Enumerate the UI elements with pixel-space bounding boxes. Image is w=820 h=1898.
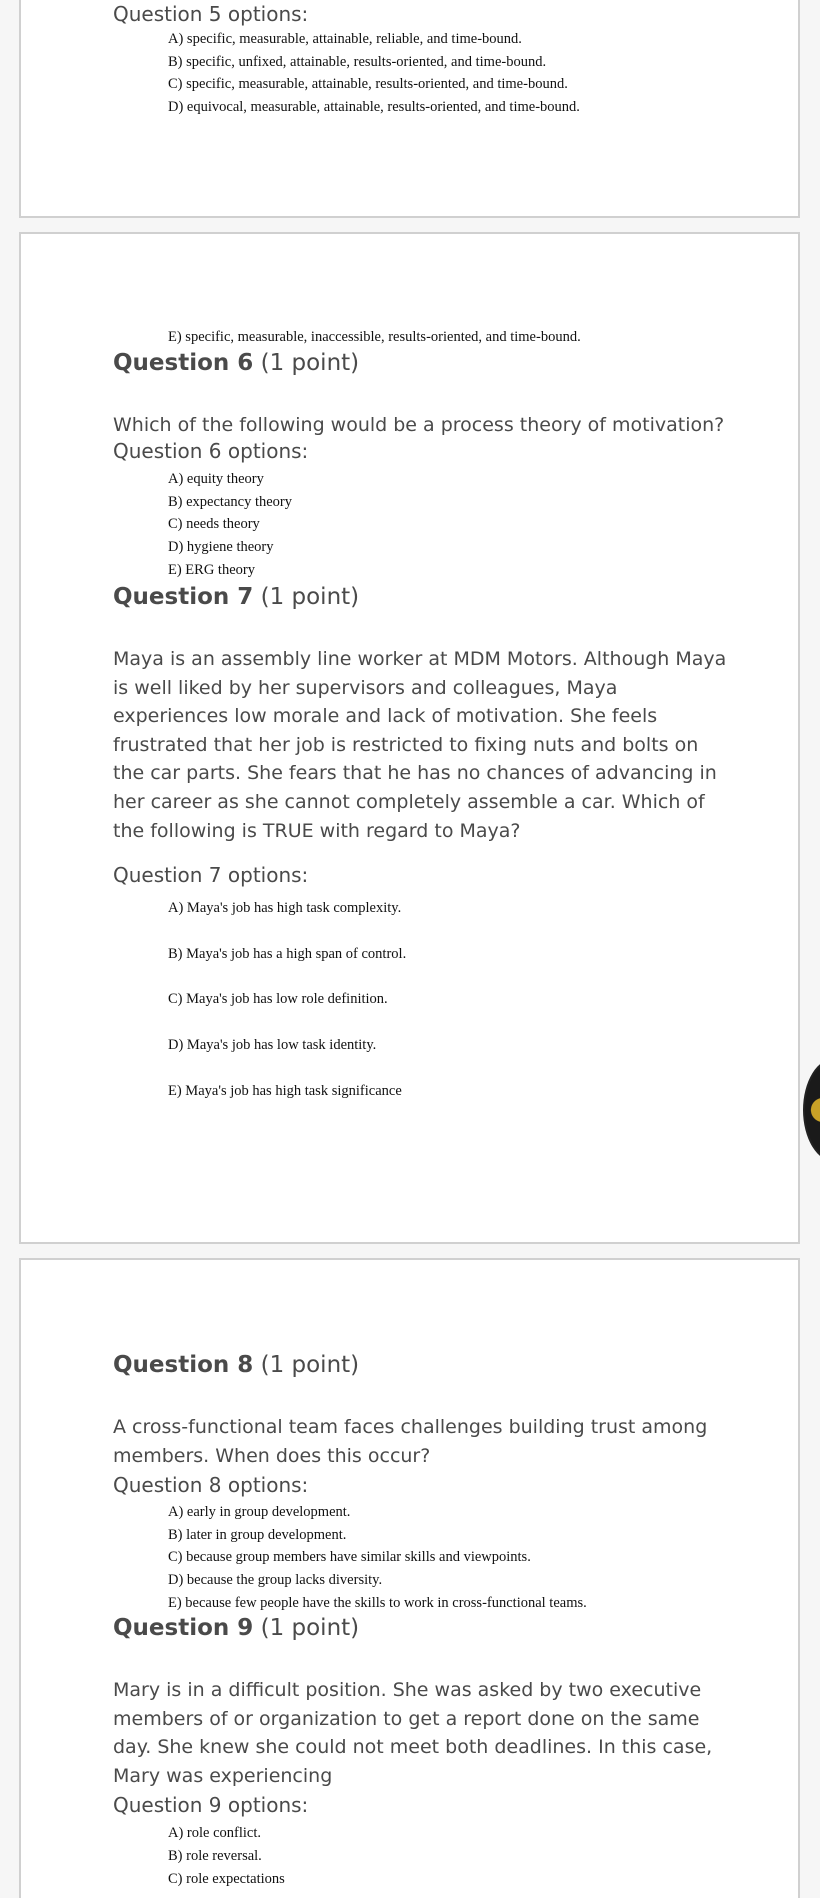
q7-option-c: C) Maya's job has low role definition. (168, 991, 388, 1007)
q7-option-e: E) Maya's job has high task significance (168, 1083, 402, 1099)
q6-option-b: B) expectancy theory (168, 494, 293, 510)
q7-stem: Maya is an assembly line worker at MDM Motors. Although Maya is well liked by her supervisors and colleagues, Maya experiences low morale and lack of motivation. She feels frustrated that her job is restricted to fixing nuts and bolts on the car parts. She fears that he has no chances of advancing in her career as she cannot completely assemble a car. Which of the following is TRUE with regard to Maya? (113, 648, 727, 842)
q9-heading (113, 1615, 359, 1641)
q7-option-a: A) Maya's job has high task complexity. (168, 900, 402, 916)
q9-option-c: C) role expectations (168, 1871, 285, 1887)
q8-option-e: E) because few people have the skills to work in cross-functional teams. (168, 1595, 587, 1611)
q8-stem: A cross-functional team faces challenges building trust among members. When does this occur? (113, 1416, 708, 1467)
q6-points: (1 point) (260, 350, 360, 376)
document-page-2 (19, 232, 800, 1244)
q6-option-a: A) equity theory (168, 471, 264, 487)
q5-options-label: Question 5 options: (113, 2, 309, 26)
q6-option-c: C) needs theory (168, 516, 260, 532)
q9-options-label: Question 9 options: (113, 1793, 309, 1817)
q8-options-label: Question 8 options: (113, 1473, 309, 1497)
floating-thumbnail[interactable] (803, 1058, 820, 1162)
q7-options-label: Question 7 options: (113, 863, 309, 887)
q6-option-d: D) hygiene theory (168, 539, 274, 555)
document-page-1 (19, 0, 800, 218)
q7-heading (113, 584, 359, 610)
q8-option-b: B) later in group development. (168, 1527, 347, 1543)
q6-title: Question 6 (113, 350, 254, 376)
q8-option-c: C) because group members have similar skills and viewpoints. (168, 1549, 531, 1565)
q8-points: (1 point) (260, 1352, 360, 1378)
q9-option-a: A) role conflict. (168, 1825, 262, 1841)
q6-options-label: Question 6 options: (113, 439, 309, 463)
q8-option-a: A) early in group development. (168, 1504, 351, 1520)
q9-title: Question 9 (113, 1615, 254, 1641)
q5-option-d: D) equivocal, measurable, attainable, results-oriented, and time-bound. (168, 99, 580, 115)
q6-heading (113, 350, 359, 376)
q7-points: (1 point) (260, 584, 360, 610)
q8-heading (113, 1352, 359, 1378)
q9-stem: Mary is in a difficult position. She was asked by two executive members of or organization to get a report done on the same day. She knew she could not meet both deadlines. In this case, Mary was experiencing (113, 1679, 713, 1787)
q5-option-a: A) specific, measurable, attainable, reliable, and time-bound. (168, 31, 522, 47)
q7-option-b: B) Maya's job has a high span of control. (168, 946, 407, 962)
q7-option-d: D) Maya's job has low task identity. (168, 1037, 377, 1053)
q8-title: Question 8 (113, 1352, 254, 1378)
q5-option-b: B) specific, unfixed, attainable, results-oriented, and time-bound. (168, 54, 547, 70)
q5-option-e: E) specific, measurable, inaccessible, results-oriented, and time-bound. (168, 329, 581, 345)
q8-option-d: D) because the group lacks diversity. (168, 1572, 383, 1588)
q9-option-b: B) role reversal. (168, 1848, 262, 1864)
q9-points: (1 point) (260, 1615, 360, 1641)
q6-option-e: E) ERG theory (168, 562, 255, 578)
document-page-3 (19, 1258, 800, 1898)
q7-title: Question 7 (113, 584, 254, 610)
q6-stem: Which of the following would be a process theory of motivation? (113, 414, 725, 436)
q5-option-c: C) specific, measurable, attainable, results-oriented, and time-bound. (168, 76, 568, 92)
